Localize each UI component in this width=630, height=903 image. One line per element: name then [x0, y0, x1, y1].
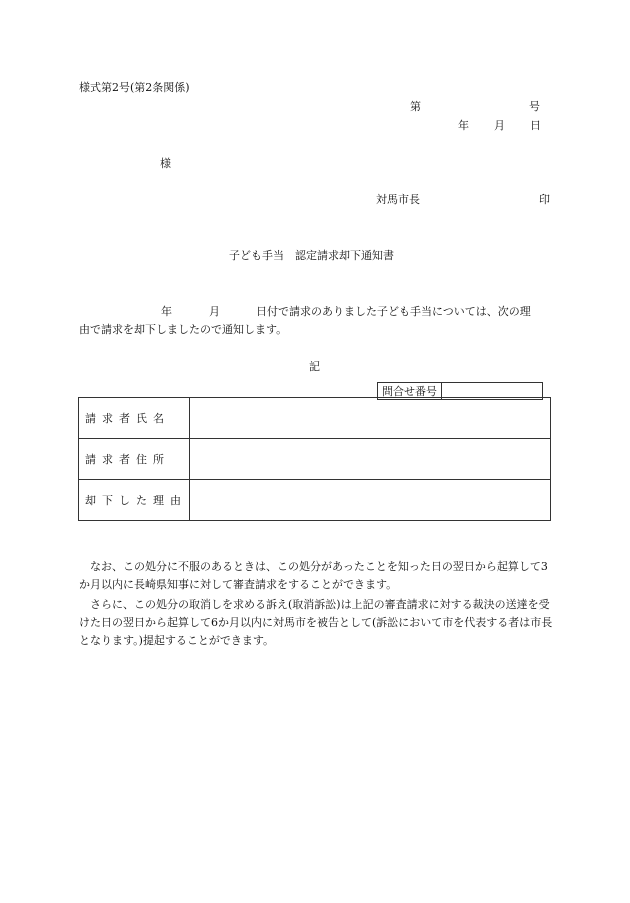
rejection-reason-value[interactable]: [190, 480, 551, 521]
table-row: [79, 398, 551, 439]
appeal-notice-paragraph: なお、この処分に不服のあるときは、この処分があったことを知った日の翌日から起算して3か月以内に長崎県知事に対して審査請求をすることができます。: [79, 560, 548, 591]
body-year: 年: [161, 305, 172, 318]
lawsuit-notice-paragraph: さらに、この処分の取消しを求める訴え(取消訴訟)は上記の審査請求に対する裁決の送達を受けた日の翌日から起算して6か月以内に対馬市を被告として(訴訟において市を代表する者は市長となります。)提起することができます。: [79, 598, 553, 647]
applicant-address-value[interactable]: [190, 439, 551, 480]
date-day: 日: [530, 119, 541, 132]
body-month: 月: [209, 305, 220, 318]
rejection-reason-label: 却下した理由: [79, 480, 190, 521]
sender-title: 対馬市長: [376, 193, 420, 206]
request-details-table: [78, 397, 551, 521]
applicant-address-label: 請求者住所: [79, 439, 190, 480]
table-row: [79, 439, 551, 480]
ki-heading: 記: [309, 360, 320, 373]
document-number-prefix: 第: [410, 100, 421, 113]
document-title: 子ども手当 認定請求却下通知書: [229, 249, 394, 262]
seal-mark: 印: [539, 193, 550, 206]
applicant-name-value[interactable]: [190, 398, 551, 439]
date-month: 月: [494, 119, 505, 132]
applicant-name-label: 請求者氏名: [79, 398, 190, 439]
body-line1-rest: 日付で請求のありました子ども手当については、次の理: [256, 305, 531, 318]
body-line2: 由で請求を却下しましたので通知します。: [79, 323, 288, 336]
inquiry-number-label: 問合せ番号: [378, 383, 442, 400]
addressee-suffix: 様: [160, 157, 171, 170]
document-number-suffix: 号: [529, 100, 540, 113]
date-year: 年: [458, 119, 469, 132]
table-row: [79, 480, 551, 521]
form-number: 様式第2号(第2条関係): [79, 81, 190, 94]
